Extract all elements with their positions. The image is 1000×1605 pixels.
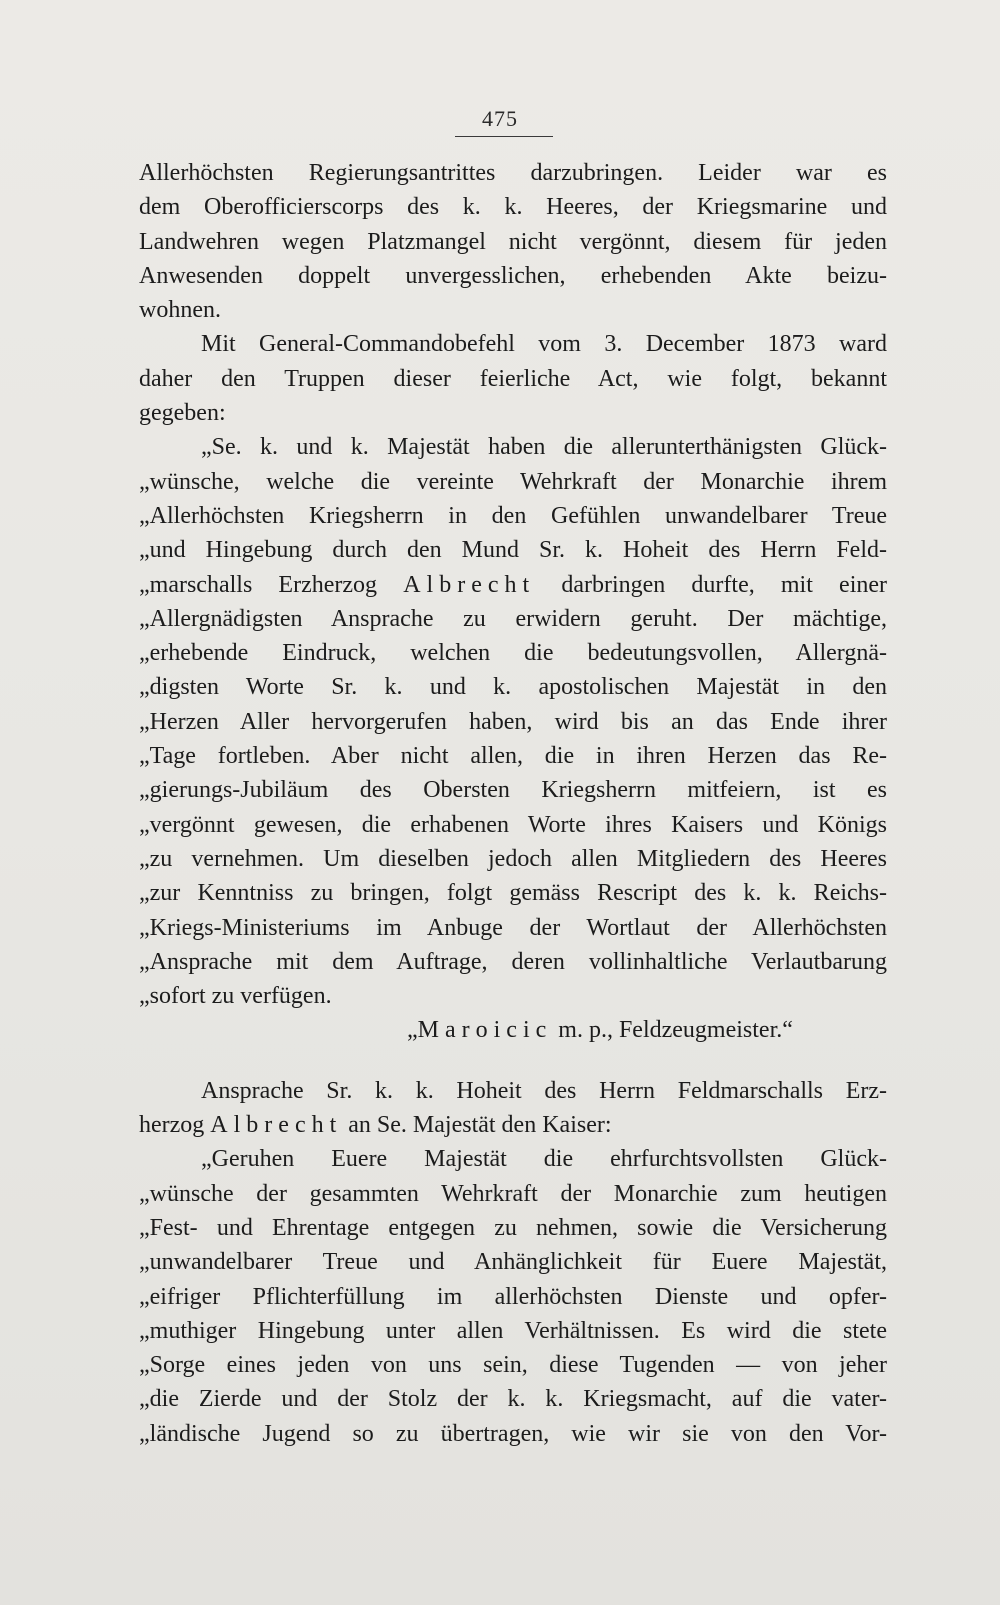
text-segment: an Se. Majestät den Kaiser: bbox=[342, 1112, 612, 1139]
body-text bbox=[139, 156, 887, 1451]
spaced-name: Albrecht bbox=[210, 1112, 343, 1139]
text-line: „Se. k. und k. Majestät haben die allerunterthänigsten Glück- bbox=[201, 434, 887, 461]
text-line: „Herzen Aller hervorgerufen haben, wird bis an das Ende ihrer bbox=[139, 708, 887, 735]
text-line bbox=[139, 1108, 887, 1142]
text-segment: m. p., Feldzeugmeister.“ bbox=[552, 1017, 793, 1044]
text-line: Landwehren wegen Platzmangel nicht vergönnt, diesem für jeden bbox=[139, 228, 887, 255]
text-line bbox=[139, 568, 887, 602]
text-line: „wünsche, welche die vereinte Wehrkraft der Monarchie ihrem bbox=[139, 468, 887, 495]
text-line: „Sorge eines jeden von uns sein, diese Tugenden — von jeher bbox=[139, 1352, 887, 1379]
text-segment: herzog bbox=[139, 1112, 211, 1139]
text-line: „digsten Worte Sr. k. und k. apostolischen Majestät in den bbox=[139, 674, 887, 701]
spaced-name: Maroicic bbox=[417, 1017, 553, 1044]
text-line: wohnen. bbox=[139, 297, 221, 324]
text-line: Ansprache Sr. k. k. Hoheit des Herrn Feldmarschalls Erz- bbox=[201, 1077, 887, 1104]
page-number: 475 bbox=[482, 106, 518, 131]
text-line: dem Oberofficierscorps des k. k. Heeres, der Kriegsmarine und bbox=[139, 194, 887, 221]
paragraph-gap bbox=[139, 1048, 887, 1074]
text-line: „unwandelbarer Treue und Anhänglichkeit für Euere Majestät, bbox=[139, 1249, 887, 1276]
text-line: „Fest- und Ehrentage entgegen zu nehmen, sowie die Versicherung bbox=[139, 1214, 887, 1241]
text-line: „Tage fortleben. Aber nicht allen, die in ihren Herzen das Re- bbox=[139, 743, 887, 770]
text-line: Mit General-Commandobefehl vom 3. December 1873 ward bbox=[201, 331, 887, 358]
text-line: Allerhöchsten Regierungsantrittes darzubringen. Leider war es bbox=[139, 160, 887, 186]
text-line: gegeben: bbox=[139, 400, 226, 427]
text-line: „zur Kenntniss zu bringen, folgt gemäss Rescript des k. k. Reichs- bbox=[139, 880, 887, 907]
text-line: „und Hingebung durch den Mund Sr. k. Hoheit des Herrn Feld- bbox=[139, 537, 887, 564]
text-line: „wünsche der gesammten Wehrkraft der Monarchie zum heutigen bbox=[139, 1180, 887, 1207]
text-line: „Ansprache mit dem Auftrage, deren vollinhaltliche Verlautbarung bbox=[139, 948, 887, 975]
page-number-rule bbox=[455, 136, 553, 137]
text-line: Anwesenden doppelt unvergesslichen, erhebenden Akte beizu- bbox=[139, 262, 887, 289]
signature-line bbox=[139, 1013, 887, 1047]
text-line: „zu vernehmen. Um dieselben jedoch allen Mitgliedern des Heeres bbox=[139, 845, 887, 872]
spaced-name: Albrecht bbox=[403, 571, 536, 598]
text-line: „Kriegs-Ministeriums im Anbuge der Wortlaut der Allerhöchsten bbox=[139, 914, 887, 941]
text-line: „muthiger Hingebung unter allen Verhältnissen. Es wird die stete bbox=[139, 1317, 887, 1344]
text-line: „vergönnt gewesen, die erhabenen Worte ihres Kaisers und Königs bbox=[139, 811, 887, 838]
text-line: daher den Truppen dieser feierliche Act, wie folgt, bekannt bbox=[139, 365, 887, 392]
text-line: „Geruhen Euere Majestät die ehrfurchtsvollsten Glück- bbox=[201, 1146, 887, 1173]
text-line: „ländische Jugend so zu übertragen, wie wir sie von den Vor- bbox=[139, 1420, 887, 1447]
text-line: „erhebende Eindruck, welchen die bedeutungsvollen, Allergnä- bbox=[139, 640, 887, 667]
text-line: „eifriger Pflichterfüllung im allerhöchsten Dienste und opfer- bbox=[139, 1283, 887, 1310]
text-segment: „ bbox=[407, 1017, 418, 1044]
text-line: „gierungs-Jubiläum des Obersten Kriegsherrn mitfeiern, ist es bbox=[139, 777, 887, 804]
text-line: „sofort zu verfügen. bbox=[139, 983, 332, 1010]
text-line: „die Zierde und der Stolz der k. k. Kriegsmacht, auf die vater- bbox=[139, 1386, 887, 1413]
text-segment: darbringen durfte, mit einer bbox=[535, 571, 888, 598]
text-line: „Allergnädigsten Ansprache zu erwidern geruht. Der mächtige, bbox=[139, 605, 887, 632]
text-segment: „marschalls Erzherzog bbox=[139, 571, 404, 598]
text-line: „Allerhöchsten Kriegsherrn in den Gefühlen unwandelbarer Treue bbox=[139, 502, 887, 529]
